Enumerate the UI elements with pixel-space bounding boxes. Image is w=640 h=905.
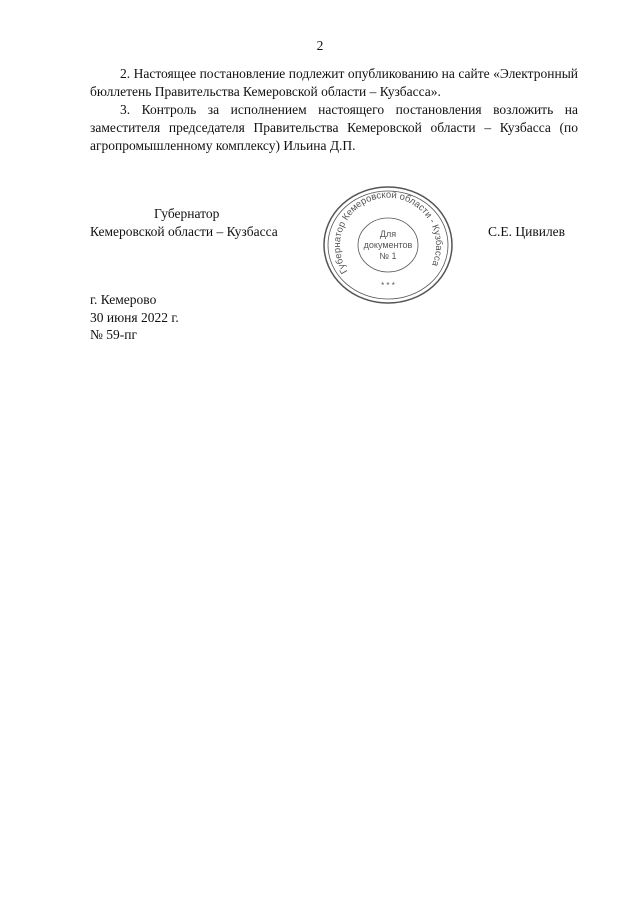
paragraph-publication: 2. Настоящее постановление подлежит опубликованию на сайте «Электронный бюллетень Правительства Кемеровской области – Кузбасса». <box>90 66 578 99</box>
signer-title: Губернатор <box>154 206 220 221</box>
document-body <box>90 65 578 155</box>
signer-region: Кемеровской области – Кузбасса <box>90 224 278 239</box>
stamp-center-line3: № 1 <box>379 251 397 261</box>
stamp-stars: * * * <box>381 281 395 290</box>
document-footer <box>90 291 179 344</box>
stamp-ring-text: Губернатор Кемеровской области - Кузбасса <box>331 189 445 276</box>
page-number: 2 <box>316 38 324 53</box>
stamp-center-line1: Для <box>379 229 397 239</box>
footer-number: № 59-пг <box>90 327 138 342</box>
stamp-center-line2: документов <box>363 240 413 250</box>
signature-block <box>90 205 320 241</box>
footer-city: г. Кемерово <box>90 292 157 307</box>
stamp-icon <box>318 180 458 310</box>
paragraph-control: 3. Контроль за исполнением настоящего постановления возложить на заместителя председателя Правительства Кемеровской области – Кузбасса (по агропромышленному комплексу) Ильина Д.П. <box>90 102 578 153</box>
signer-name: С.Е. Цивилев <box>488 224 566 239</box>
footer-date: 30 июня 2022 г. <box>90 309 179 325</box>
official-stamp <box>318 180 458 310</box>
